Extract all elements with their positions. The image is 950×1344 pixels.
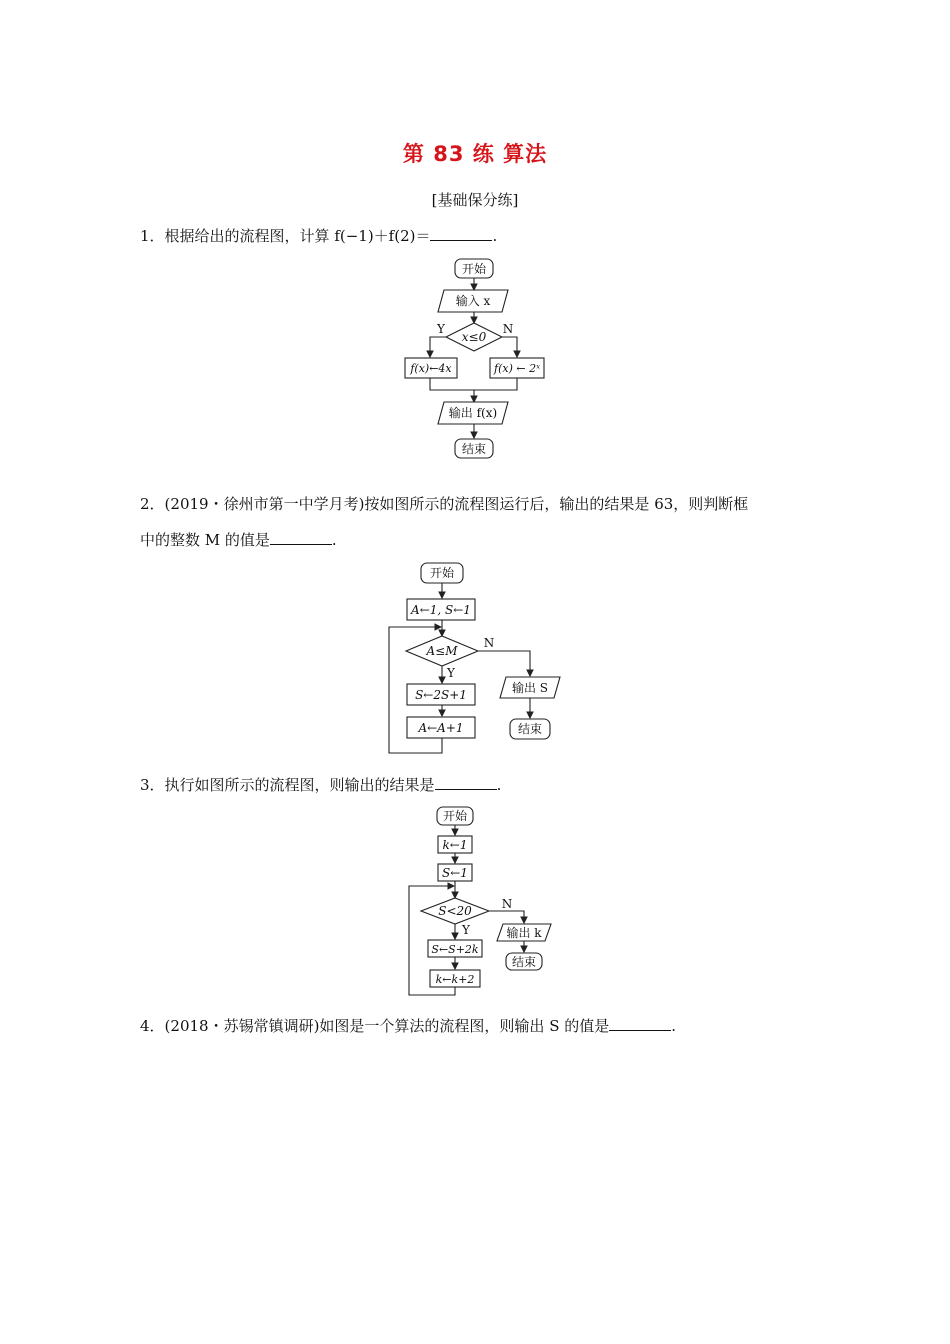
init-k-label: k←1 bbox=[442, 838, 468, 852]
question-number: 4． bbox=[140, 1017, 165, 1035]
step1-label: S←2S+1 bbox=[415, 688, 467, 702]
question-text: (2018・苏锡常镇调研)如图是一个算法的流程图，则输出 S 的值是 bbox=[164, 1017, 610, 1035]
no-label: N bbox=[501, 897, 513, 911]
question-4 bbox=[140, 1008, 830, 1044]
question-text: 执行如图所示的流程图，则输出的结果是 bbox=[164, 776, 435, 794]
yes-label: Y bbox=[462, 923, 470, 937]
end-label: 结束 bbox=[517, 722, 543, 736]
yes-label: Y bbox=[447, 666, 455, 680]
answer-blank[interactable] bbox=[609, 1014, 671, 1031]
input-label: 输入 x bbox=[455, 294, 491, 308]
end-label: 结束 bbox=[511, 955, 537, 969]
section-heading: [基础保分练] bbox=[431, 191, 519, 209]
question-end: . bbox=[496, 776, 502, 794]
no-label: N bbox=[502, 322, 514, 336]
left-assign-label: f(x)←4x bbox=[410, 362, 452, 375]
no-label: N bbox=[483, 636, 495, 650]
question-end: . bbox=[331, 531, 337, 549]
start-label: 开始 bbox=[429, 566, 455, 580]
step2-label: A←A+1 bbox=[418, 721, 464, 735]
step1-label: S←S+2k bbox=[431, 943, 479, 956]
right-assign-label: f(x) ← 2ˣ bbox=[494, 362, 540, 375]
question-text: 根据给出的流程图，计算 f(−1)＋f(2)＝ bbox=[164, 227, 431, 245]
question-text-line1: (2019・徐州市第一中学月考)按如图所示的流程图运行后，输出的结果是 63，则判断框 bbox=[164, 495, 749, 513]
start-label: 开始 bbox=[442, 809, 468, 823]
start-label: 开始 bbox=[461, 262, 487, 276]
condition-label: A≤M bbox=[426, 644, 458, 658]
question-number: 3． bbox=[140, 776, 165, 794]
end-label: 结束 bbox=[461, 442, 487, 456]
question-number: 1． bbox=[140, 227, 165, 245]
step2-label: k←k+2 bbox=[435, 973, 475, 986]
condition-label: S<20 bbox=[438, 904, 472, 918]
output-label: 输出 k bbox=[506, 926, 542, 940]
condition-label: x≤0 bbox=[461, 330, 487, 344]
output-label: 输出 f(x) bbox=[448, 406, 498, 420]
init-s-label: S←1 bbox=[442, 866, 468, 880]
question-text-line2: 中的整数 M 的值是 bbox=[140, 531, 270, 549]
question-number: 2． bbox=[140, 495, 165, 513]
output-label: 输出 S bbox=[511, 681, 549, 695]
page-title: 第 83 练 算法 bbox=[402, 142, 548, 166]
question-end: . bbox=[492, 227, 498, 245]
question-end: . bbox=[671, 1017, 677, 1035]
yes-label: Y bbox=[437, 322, 445, 336]
init-label: A←1, S←1 bbox=[411, 603, 471, 617]
